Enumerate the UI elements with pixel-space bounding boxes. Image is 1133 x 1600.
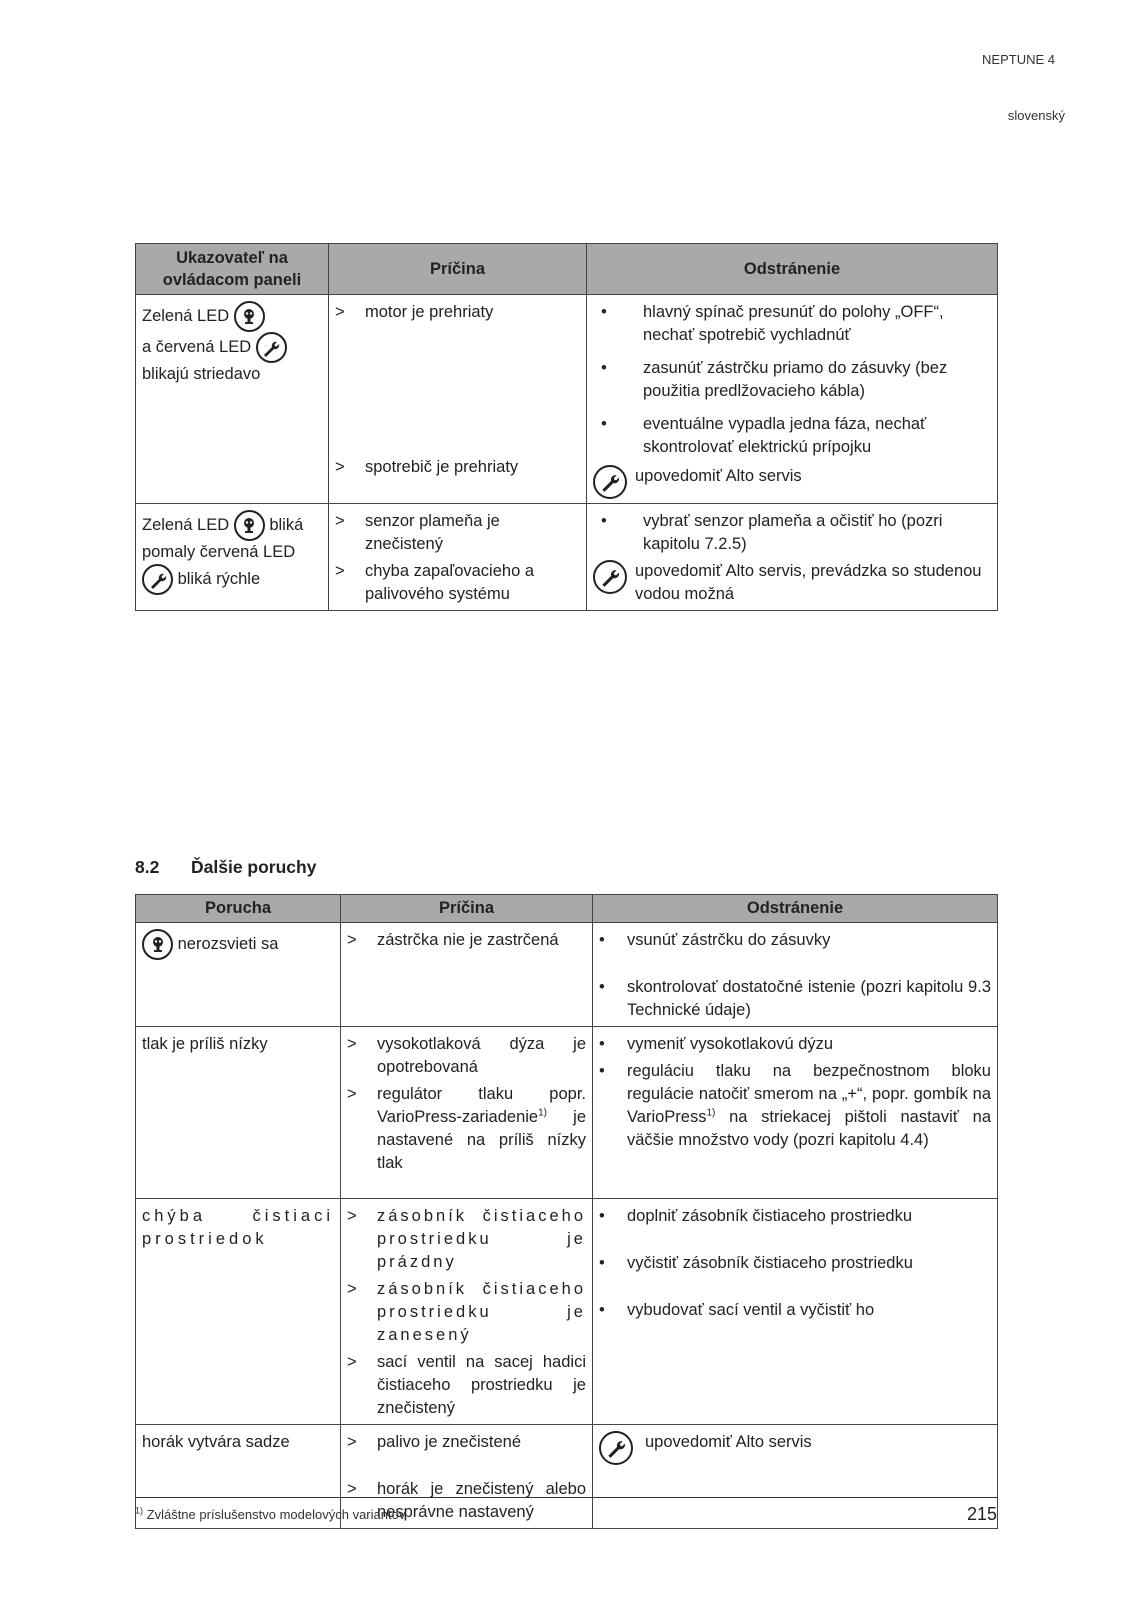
footer-divider (135, 1497, 997, 1498)
wrench-icon (142, 564, 173, 595)
table-row (136, 1027, 998, 1199)
column-header: Odstránenie (593, 895, 998, 923)
table-row (136, 295, 998, 504)
page-number: 215 (966, 1504, 997, 1524)
table-row (136, 504, 998, 611)
wrench-icon (599, 1431, 633, 1465)
fault-cell: tlak je príliš nízky (136, 1027, 341, 1199)
wrench-icon (593, 560, 627, 594)
plug-icon (234, 510, 265, 541)
cause-cell: > vysokotlaková dýza je opotrebovaná > regulátor tlaku popr. VarioPress-zariadenie$^{1)}$ je nastavené na príliš nízky tlak (341, 1027, 593, 1199)
fault-cell: horák vytvára sadze (136, 1425, 341, 1529)
table-header-row (136, 895, 998, 923)
remedy-cell: • vymeniť vysokotlakovú dýzu • reguláciu tlaku na bezpečnostnom bloku regulácie natočiť smerom na „+“, popr. gombík na VarioPress$^{1)}$ na striekacej pištoli nastaviť na väčšie množstvo vody (pozri kapitolu 4.4) (593, 1027, 998, 1199)
column-header: Odstránenie (587, 244, 998, 295)
column-header: Ukazovateľ na ovládacom paneli (136, 244, 329, 295)
fault-cell: nerozsvieti sa (136, 923, 341, 1027)
table-header-row (136, 244, 998, 295)
remedy-cell: • doplniť zásobník čistiaceho prostriedku • vyčistiť zásobník čistiaceho prostriedku • vybudovať sací ventil a vyčistiť ho (593, 1199, 998, 1425)
remedy-cell: upovedomiť Alto servis (593, 1425, 998, 1529)
indicator-cell: Zelená LED a červená LED blikajú striedavo (136, 295, 329, 504)
header-model: NEPTUNE 4 (982, 52, 1055, 67)
table-row (136, 1199, 998, 1425)
remedy-cell: • hlavný spínač presunúť do polohy „OFF“, nechať spotrebič vychladnúť • zasunúť zástrčku priamo do zásuvky (bez použitia predlžovacieho kábla) • eventuálne vypadla jedna fáza, nechať skontrolovať elektrickú prípojku upovedomiť Alto servis (587, 295, 998, 504)
plug-icon (234, 301, 265, 332)
remedy-cell: • vybrať senzor plameňa a očistiť ho (pozri kapitolu 7.2.5) upovedomiť Alto servis, prevádzka so studenou vodou možná (587, 504, 998, 611)
column-header: Príčina (329, 244, 587, 295)
table-row (136, 923, 998, 1027)
wrench-icon (593, 465, 627, 499)
indicator-table (135, 243, 998, 611)
cause-cell: > motor je prehriaty > spotrebič je prehriaty (329, 295, 587, 504)
faults-table (135, 894, 998, 1529)
wrench-icon (256, 332, 287, 363)
column-header: Príčina (341, 895, 593, 923)
fault-cell: chýba čistiaci prostriedok (136, 1199, 341, 1425)
remedy-cell: • vsunúť zástrčku do zásuvky • skontrolovať dostatočné istenie (pozri kapitolu 9.3 Technické údaje) (593, 923, 998, 1027)
footnote: $^{1)}$ Zvláštne príslušenstvo modelových variantov (135, 1505, 406, 1522)
section-title: 8.2 Ďalšie poruchy (135, 857, 317, 877)
indicator-cell: Zelená LED bliká pomaly červená LED bliká rýchle (136, 504, 329, 611)
plug-icon (142, 929, 173, 960)
cause-cell: > senzor plameňa je znečistený > chyba zapaľovacieho a palivového systému (329, 504, 587, 611)
cause-cell: > zástrčka nie je zastrčená (341, 923, 593, 1027)
column-header: Porucha (136, 895, 341, 923)
cause-cell: > palivo je znečistené > horák je znečistený alebo nesprávne nastavený (341, 1425, 593, 1529)
header-language: slovenský (1007, 108, 1065, 123)
cause-cell: > zásobník čistiaceho prostriedku je prázdny > zásobník čistiaceho prostriedku je zanesený > sací ventil na sacej hadici čistiaceho prostriedku je znečistený (341, 1199, 593, 1425)
